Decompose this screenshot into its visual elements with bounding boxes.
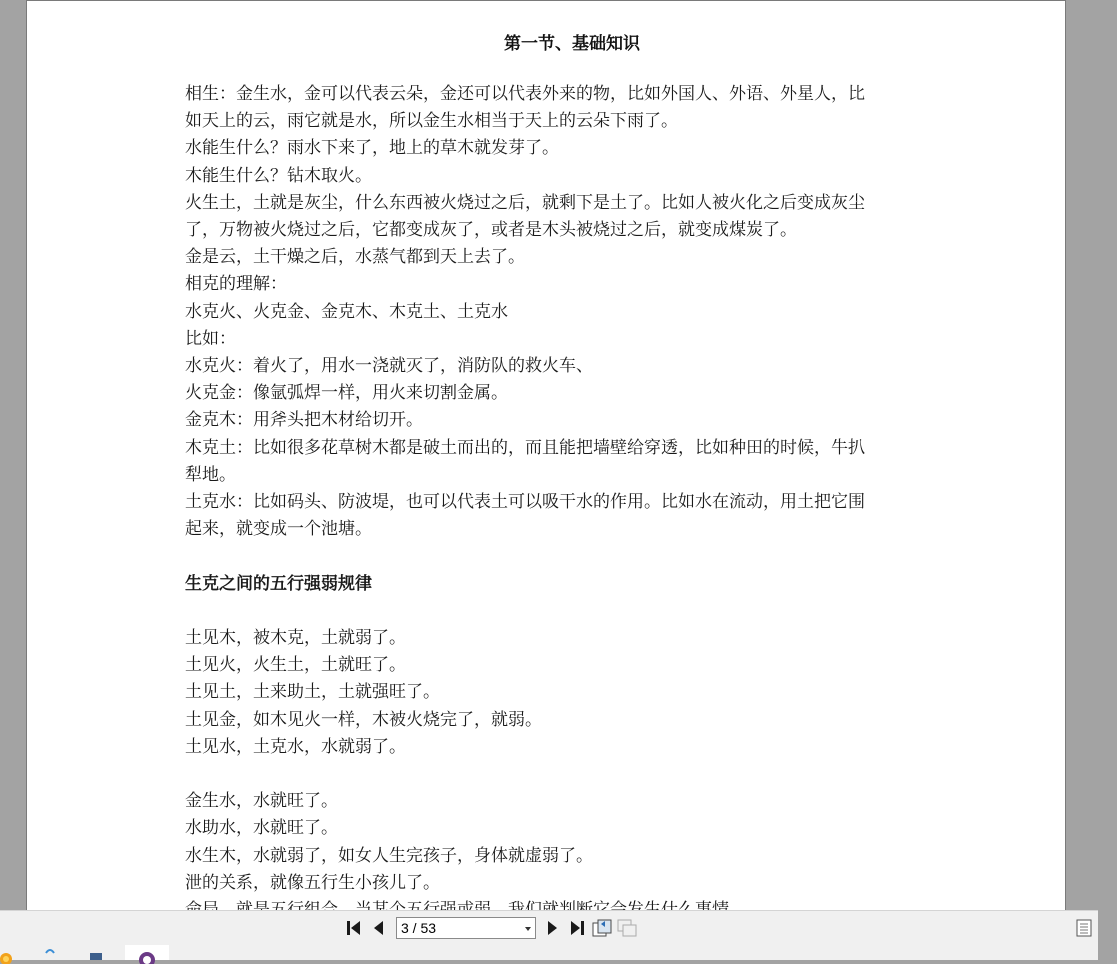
single-page-view-icon [591,918,613,938]
taskbar-strip [0,945,200,960]
continuous-view-icon [616,918,638,938]
paragraph-line: 木克土：比如很多花草树木都是破土而出的，而且能把墙壁给穿透，比如种田的时候，牛扒 [185,437,865,458]
paragraph-line: 相生：金生水，金可以代表云朵，金还可以代表外来的物，比如外国人、外语、外星人，比 [185,84,865,104]
taskbar-app-icon[interactable] [0,945,44,960]
paragraph-line: 木能生什么？钻木取火。 [185,165,372,186]
taskbar-active-app-icon[interactable] [125,945,169,960]
document-page [26,0,1066,931]
sun-icon [0,945,20,960]
next-page-icon [543,919,561,937]
paragraph-line: 水克火、火克金、金克木、木克土、土克水 [185,301,508,322]
paragraph-line: 水助水，水就旺了。 [185,818,338,839]
app-icon [86,945,106,960]
paragraph-line: 火生土，土就是灰尘，什么东西被火烧过之后，就剩下是土了。比如人被火化之后变成灰尘 [185,192,865,213]
paragraph-line: 土见火，火生土，土就旺了。 [185,655,406,676]
paragraph-line: 犁地。 [185,464,236,485]
sidebar-toggle-button[interactable] [1076,919,1092,937]
paragraph-line: 土见土，土来助土，土就强旺了。 [185,682,440,703]
paragraph-line: 泄的关系，就像五行生小孩儿了。 [185,872,440,893]
sidebar-toggle-icon [1076,919,1092,937]
first-page-icon [344,919,364,937]
paragraph-line: 水生木，水就弱了，如女人生完孩子，身体就虚弱了。 [185,845,593,866]
paragraph-line: 金克木：用斧头把木材给切开。 [185,410,423,431]
paragraph-line: 如天上的云，雨它就是水，所以金生水相当于天上的云朵下雨了。 [185,111,678,132]
taskbar-app-icon[interactable] [40,945,84,960]
reader-app-icon [125,945,169,960]
taskbar-app-icon[interactable] [86,945,130,960]
paragraph-line: 了，万物被火烧过之后，它都变成灰了，或者是木头被烧过之后，就变成煤炭了。 [185,220,797,241]
page-navigation [342,915,640,941]
paragraph-line: 相克的理解： [185,274,287,295]
paragraph-line: 水克火：着火了，用水一浇就灭了，消防队的救火车、 [185,356,593,377]
paragraph-line: 土克水：比如码头、防波堤，也可以代表土可以吸干水的作用。比如水在流动，用土把它围 [185,492,865,513]
viewer-toolbar [0,910,1098,960]
blank-line [185,598,913,625]
paragraph-line: 土见水，土克水，水就弱了。 [185,736,406,757]
first-page-button[interactable] [342,916,366,940]
page-title: 第一节、基础知识 [504,34,640,54]
previous-page-icon [370,919,388,937]
continuous-view-button[interactable] [615,916,639,940]
blank-line [185,761,913,788]
section-heading: 生克之间的五行强弱规律 [185,573,372,594]
help-icon [40,945,60,960]
last-page-button[interactable] [565,916,589,940]
paragraph-line: 土见金，如木见火一样，木被火烧完了，就弱。 [185,709,542,730]
chevron-down-icon [525,927,531,931]
paragraph-line: 金生水，水就旺了。 [185,791,338,812]
page-number-value: 3 / 53 [401,920,437,936]
paragraph-line: 土见木，被木克，土就弱了。 [185,628,406,649]
page-number-select[interactable] [396,917,536,939]
last-page-icon [567,919,587,937]
previous-page-button[interactable] [367,916,391,940]
paragraph-line: 金是云，土干燥之后，水蒸气都到天上去了。 [185,247,525,268]
paragraph-line: 水能生什么？雨水下来了，地上的草木就发芽了。 [185,138,559,159]
paragraph-line: 起来，就变成一个池塘。 [185,519,372,540]
next-page-button[interactable] [540,916,564,940]
single-page-view-button[interactable] [590,916,614,940]
paragraph-line: 火克金：像氩弧焊一样，用火来切割金属。 [185,383,508,404]
paragraph-line: 比如： [185,328,236,349]
document-body [185,81,913,924]
blank-line [185,543,913,570]
